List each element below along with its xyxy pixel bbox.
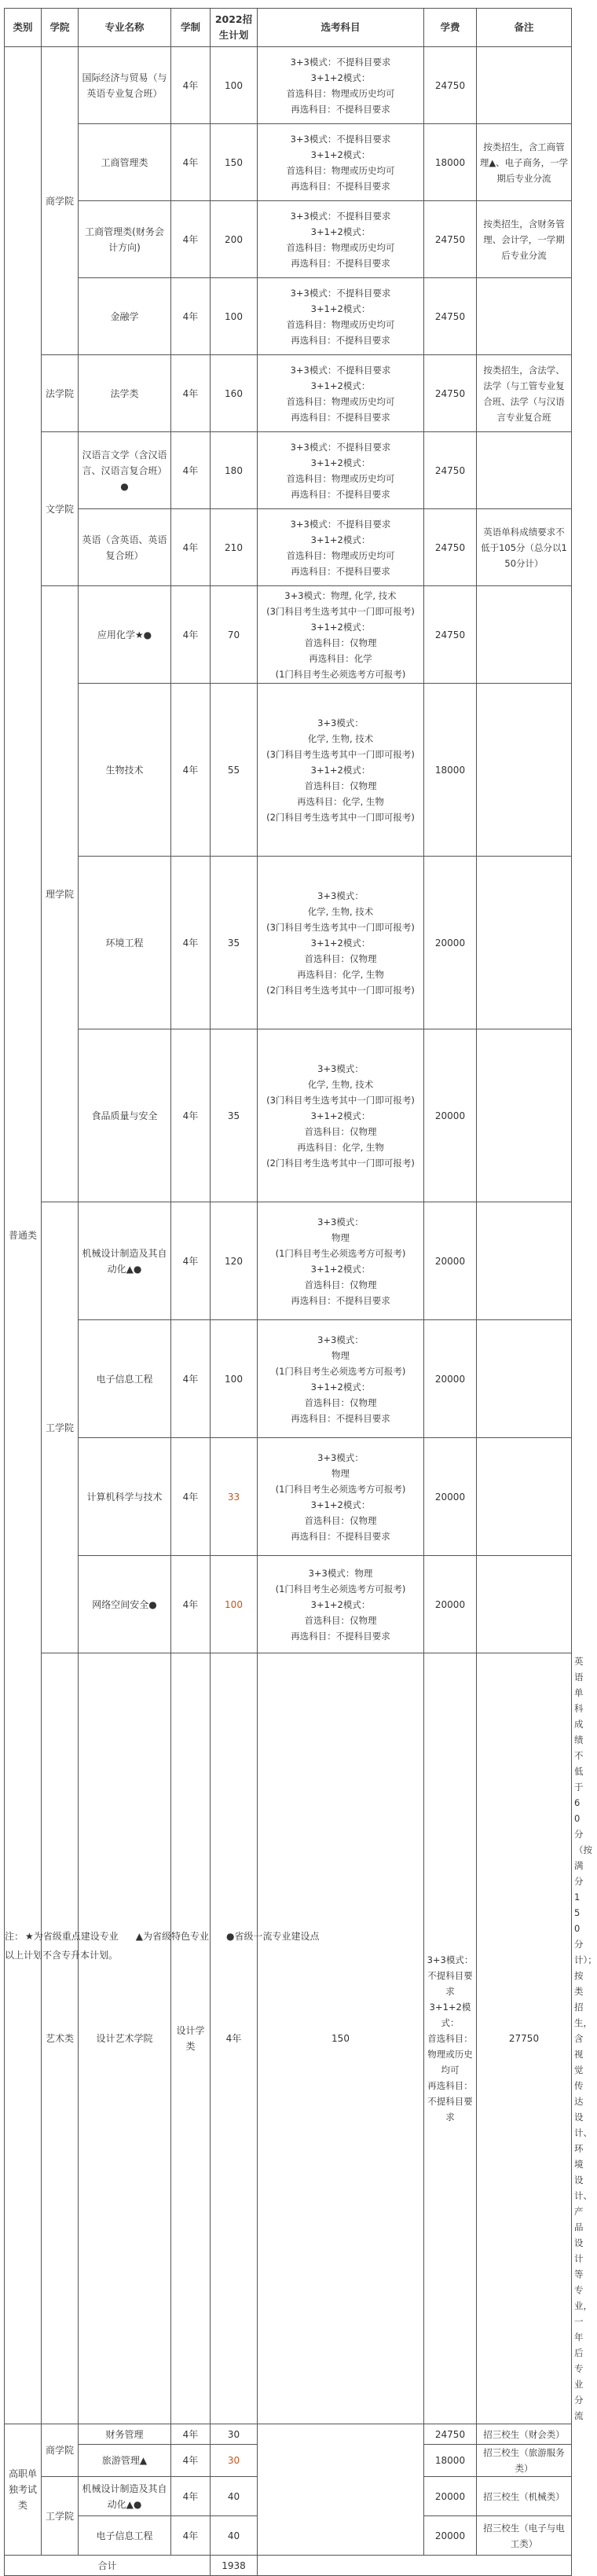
years-cell: 4年 [171,2424,211,2445]
total-row [5,2556,572,2576]
subject-line: 物理 [331,1349,350,1361]
tuition-cell: 20000 [424,2516,477,2556]
subject-line: 首选科目：仅物理 [304,1614,377,1626]
legend-line [5,1927,337,1946]
plan-cell: 40 [211,2516,258,2556]
header-plan: 2022招生计划 [211,9,258,47]
subject-line: 3+1+2模式： [310,534,371,545]
remarks-cell [477,432,572,509]
remarks-cell: 招三校生（财会类） [477,2424,572,2445]
header-row [5,9,572,47]
subject-line: (2门科目考生选考其中一门即可报考) [266,811,415,823]
remarks-cell [477,586,572,684]
subject-line: 再选科目：不提科目要求 [427,2080,473,2123]
subject-line: 3+3模式： [317,1062,364,1074]
plan-cell: 55 [211,684,258,857]
subject-line: 3+1+2模式： [310,72,371,83]
subjects-cell [258,857,424,1029]
table-row [5,586,572,684]
plan-cell: 30 [211,2445,258,2477]
tuition-cell: 20000 [424,1320,477,1438]
subjects-cell [258,586,424,684]
plan-cell: 150 [211,124,258,201]
major-cell: 电子信息工程 [79,2516,171,2556]
major-cell: 汉语言文学（含汉语言、汉语言复合班）● [79,432,171,509]
plan-cell: 33 [211,1438,258,1556]
subject-line: (2门科目考生选考其中一门即可报考) [266,984,415,996]
major-cell: 金融学 [79,278,171,355]
table-row [5,1320,572,1438]
plan-cell: 100 [211,47,258,124]
college-cell: 法学院 [42,355,79,432]
years-cell: 4年 [171,684,211,857]
remarks-cell: 按类招生，含工商管理▲、电子商务，一学期后专业分流 [477,124,572,201]
tuition-cell: 20000 [424,857,477,1029]
subject-line: (1门科目考生必须选考方可报考) [275,1365,406,1377]
college-cell: 工学院 [42,2477,79,2556]
major-cell: 国际经济与贸易（与英语专业复合班） [79,47,171,124]
subject-line: 首选科目：物理或历史均可 [286,241,395,253]
plan-cell: 100 [211,1556,258,1653]
subjects-cell [258,124,424,201]
subject-line: 3+3模式：物理, 化学, 技术 [284,589,397,601]
remarks-cell [477,1029,572,1202]
subject-line: (1门科目考生必须选考方可报考) [275,1583,406,1594]
subject-line: 3+1+2模式： [310,1110,371,1121]
years-cell: 4年 [171,355,211,432]
subject-line: (3门科目考生选考其中一门即可报考) [266,1094,415,1106]
subject-line: 3+1+2模式： [310,1598,371,1610]
subjects-cell [258,1202,424,1320]
college-cell: 商学院 [42,2424,79,2477]
subject-line: (1门科目考生必须选考方可报考) [275,1483,406,1495]
major-cell: 食品质量与安全 [79,1029,171,1202]
years-cell: 4年 [171,586,211,684]
remarks-cell [477,857,572,1029]
subject-line: 再选科目：不提科目要求 [291,488,390,500]
table-row [5,124,572,201]
table-row [5,509,572,586]
category-cell: 普通类 [5,47,42,2424]
college-cell: 工学院 [42,1202,79,1653]
major-cell: 工商管理类 [79,124,171,201]
years-cell: 4年 [171,1202,211,1320]
subject-line: 3+1+2模式： [310,764,371,776]
subject-line: 首选科目：仅物理 [304,1514,377,1526]
subject-line: 3+3模式：不提科目要求 [290,56,391,68]
major-cell: 电子信息工程 [79,1320,171,1438]
major-cell: 工商管理类(财务会计方向) [79,201,171,278]
subject-line: 3+1+2模式： [310,1263,371,1275]
subject-line: 3+3模式： [317,717,364,728]
major-cell: 生物技术 [79,684,171,857]
tuition-cell: 24750 [424,355,477,432]
subject-line: 首选科目：物理或历史均可 [427,2033,473,2075]
subject-line: 首选科目：物理或历史均可 [286,395,395,407]
table-row [5,47,572,124]
subject-line: 3+3模式：不提科目要求 [290,441,391,453]
table-row [5,857,572,1029]
subjects-cell [258,432,424,509]
header-major: 专业名称 [79,9,171,47]
subject-line: 首选科目：物理或历史均可 [286,472,395,484]
tuition-cell: 20000 [424,1029,477,1202]
tuition-cell: 27750 [477,1653,572,2424]
subject-line: 首选科目：仅物理 [304,780,377,791]
subject-line: 3+1+2模式： [429,2002,471,2028]
subject-line: 3+1+2模式： [310,937,371,949]
tuition-cell: 24750 [424,586,477,684]
legend-triangle: ▲为省级特色专业 [135,1931,210,1942]
plan-cell: 30 [211,2424,258,2445]
table-row [5,1202,572,1320]
table-row [5,1438,572,1556]
category-cell: 艺术类 [42,1653,79,2424]
remarks-cell [477,47,572,124]
tuition-cell: 18000 [424,2445,477,2477]
subject-line: 3+1+2模式： [310,149,371,160]
years-cell: 4年 [171,47,211,124]
subject-line: 化学, 生物, 技术 [307,905,374,917]
subject-line: 3+1+2模式： [310,457,371,468]
subject-line: 再选科目：化学, 生物 [297,1141,384,1153]
table-row [5,2424,572,2445]
subject-line: 再选科目：不提科目要求 [291,1294,390,1306]
major-cell: 旅游管理▲ [79,2445,171,2477]
subject-line: 3+3模式：不提科目要求 [290,133,391,145]
header-subjects: 选考科目 [258,9,424,47]
plan-cell: 40 [211,2477,258,2516]
subjects-cell [258,1320,424,1438]
subject-line: 化学, 生物, 技术 [307,732,374,744]
table-row [5,1556,572,1653]
table-row: 艺术类 设计艺术学院 设计学类 4年 150 3+3模式：不提科目要求 3+1+2模式： 首选科目：物理或历史均可 再选科目：不提科目要求 27750 英语单科成绩不低于60分（按满分150分计）；按类招生，含视觉传达设计、环境设计、产品设计等专业，一年后专业分流 [5,1653,572,2424]
plan-cell: 100 [211,278,258,355]
enrollment-plan-table [4,8,597,2576]
header-years: 学制 [171,9,211,47]
header-college: 学院 [42,9,79,47]
header-remarks: 备注 [477,9,572,47]
subjects-cell [258,1556,424,1653]
subjects-cell [258,355,424,432]
plan-cell: 210 [211,509,258,586]
subject-line: 3+3模式：不提科目要求 [290,518,391,530]
subject-line: 首选科目：仅物理 [304,1279,377,1290]
years-cell: 4年 [171,124,211,201]
years-cell: 4年 [171,2516,211,2556]
years-cell: 4年 [171,2477,211,2516]
plan-cell: 120 [211,1202,258,1320]
subject-line: (1门科目考生必须选考方可报考) [275,668,406,680]
legend-prefix: 注： [5,1931,24,1942]
subject-line: 3+1+2模式： [310,621,371,633]
subjects-cell [258,1029,424,1202]
years-cell: 4年 [171,1556,211,1653]
plan-cell: 35 [211,1029,258,1202]
tuition-cell: 20000 [424,2477,477,2516]
tuition-cell: 20000 [424,1202,477,1320]
subjects-cell [258,47,424,124]
subject-line: 3+1+2模式： [310,380,371,391]
subject-line: 3+3模式： [317,890,364,901]
subject-line: 3+1+2模式： [310,1381,371,1393]
subject-line: 3+3模式： [317,1451,364,1463]
subject-line: 物理 [331,1231,350,1243]
total-label: 合计 [5,2556,211,2576]
major-cell: 财务管理 [79,2424,171,2445]
subject-line: 首选科目：仅物理 [304,952,377,964]
years-cell: 4年 [171,432,211,509]
remarks-cell [477,1438,572,1556]
subject-line: 首选科目：物理或历史均可 [286,164,395,176]
subject-line: (1门科目考生必须选考方可报考) [275,1247,406,1259]
subject-line: 再选科目：不提科目要求 [291,257,390,269]
subject-line: 3+3模式：不提科目要求 [290,364,391,376]
subject-line: 3+3模式： [317,1334,364,1345]
subject-line: 再选科目：化学 [309,652,372,664]
years-cell: 4年 [171,278,211,355]
years-cell: 4年 [171,857,211,1029]
subject-line: 再选科目：不提科目要求 [291,411,390,423]
legend-star: ★为省级重点建设专业 [25,1931,119,1942]
tuition-cell: 24750 [424,2424,477,2445]
major-cell: 环境工程 [79,857,171,1029]
tuition-cell: 24750 [424,432,477,509]
subject-line: 再选科目：不提科目要求 [291,1530,390,1542]
subject-line: 3+3模式：物理 [308,1567,373,1579]
college-cell: 文学院 [42,432,79,586]
subjects-cell [258,509,424,586]
subject-line: 再选科目：不提科目要求 [291,103,390,115]
subject-line: 物理 [331,1467,350,1479]
subject-line: (2门科目考生选考其中一门即可报考) [266,1157,415,1169]
remarks-cell: 招三校生（电子与电工类） [477,2516,572,2556]
plan-cell: 180 [211,432,258,509]
tuition-cell: 20000 [424,1438,477,1556]
plan-cell: 160 [211,355,258,432]
total-empty [258,2556,572,2576]
total-value: 1938 [211,2556,258,2576]
table-body [5,47,597,2576]
remarks-cell: 英语单科成绩要求不低于105分（总分以150分计） [477,509,572,586]
subject-line: 再选科目：化学, 生物 [297,968,384,980]
subjects-cell [258,1438,424,1556]
plan-cell: 35 [211,857,258,1029]
remarks-cell: 按类招生，含财务管理、会计学，一学期后专业分流 [477,201,572,278]
subject-line: 3+3模式：不提科目要求 [427,1954,474,1997]
remarks-cell [477,278,572,355]
subject-line: 首选科目：仅物理 [304,1125,377,1137]
tuition-cell: 24750 [424,509,477,586]
subject-line: 3+3模式：不提科目要求 [290,287,391,299]
major-cell: 机械设计制造及其自动化▲● [79,1202,171,1320]
subjects-cell [424,1653,477,2424]
years-cell: 4年 [211,1653,258,2424]
subject-line: 首选科目：物理或历史均可 [286,549,395,561]
subject-line: 首选科目：物理或历史均可 [286,87,395,99]
subject-line: 化学, 生物, 技术 [307,1078,374,1090]
major-cell: 英语（含英语、英语复合班） [79,509,171,586]
plan-cell: 150 [258,1653,424,2424]
table-row [5,355,572,432]
subject-line: 3+1+2模式： [310,303,371,314]
years-cell: 4年 [171,1438,211,1556]
subject-line: 3+3模式：不提科目要求 [290,210,391,222]
remarks-cell: 按类招生，含法学、法学（与工管专业复合班、法学（与汉语言专业复合班 [477,355,572,432]
major-cell: 法学类 [79,355,171,432]
subject-line: 3+3模式： [317,1216,364,1227]
notes [5,1927,337,1965]
remarks-cell: 招三校生（机械类） [477,2477,572,2516]
subject-line: 再选科目：不提科目要求 [291,334,390,346]
subject-line: 再选科目：不提科目要求 [291,180,390,192]
remarks-cell [477,684,572,857]
plan-cell: 200 [211,201,258,278]
tuition-cell: 18000 [424,684,477,857]
tuition-cell: 24750 [424,201,477,278]
subject-line: 3+1+2模式： [310,226,371,237]
years-cell: 4年 [171,201,211,278]
major-cell: 计算机科学与技术 [79,1438,171,1556]
subject-line: (3门科目考生选考其中一门即可报考) [266,921,415,933]
subjects-cell [258,201,424,278]
subjects-cell [258,278,424,355]
major-cell: 网络空间安全● [79,1556,171,1653]
table-row [5,278,572,355]
remarks-cell [477,1202,572,1320]
header-category: 类别 [5,9,42,47]
subject-line: (3门科目考生选考其中一门即可报考) [266,748,415,760]
major-cell: 设计学类 [171,1653,211,2424]
tuition-cell: 24750 [424,47,477,124]
years-cell: 4年 [171,1029,211,1202]
remarks-cell: 招三校生（旅游服务类） [477,2445,572,2477]
subject-line: 首选科目：仅物理 [304,1396,377,1408]
college-cell: 理学院 [42,586,79,1202]
subject-line: 再选科目：不提科目要求 [291,565,390,577]
table-row [5,1029,572,1202]
subject-line: 首选科目：物理或历史均可 [286,318,395,330]
subjects-cell [258,2424,424,2556]
remarks-cell [477,1556,572,1653]
table-row [5,201,572,278]
category-cell: 高职单独考试类 [5,2424,42,2556]
subject-line: 再选科目：不提科目要求 [291,1630,390,1642]
subject-line: 首选科目：仅物理 [304,637,377,648]
footnote: 以上计划不含专升本计划。 [5,1950,119,1961]
plan-cell: 70 [211,586,258,684]
remarks-cell [477,1320,572,1438]
college-cell: 商学院 [42,47,79,355]
subject-line: 3+1+2模式： [310,1499,371,1510]
table-row [5,432,572,509]
years-cell: 4年 [171,2445,211,2477]
tuition-cell: 24750 [424,278,477,355]
years-cell: 4年 [171,1320,211,1438]
header-tuition: 学费 [424,9,477,47]
major-cell: 应用化学★● [79,586,171,684]
subject-line: 再选科目：不提科目要求 [291,1412,390,1424]
table-row [5,684,572,857]
subjects-cell [258,684,424,857]
years-cell: 4年 [171,509,211,586]
plan-cell: 100 [211,1320,258,1438]
major-cell: 机械设计制造及其自动化▲● [79,2477,171,2516]
subject-line: 再选科目：化学, 生物 [297,795,384,807]
subject-line: (3门科目考生选考其中一门即可报考) [266,605,415,617]
tuition-cell: 20000 [424,1556,477,1653]
tuition-cell: 18000 [424,124,477,201]
legend-circle: ●省级一流专业建设点 [226,1931,320,1942]
college-cell: 设计艺术学院 [79,1653,171,2424]
